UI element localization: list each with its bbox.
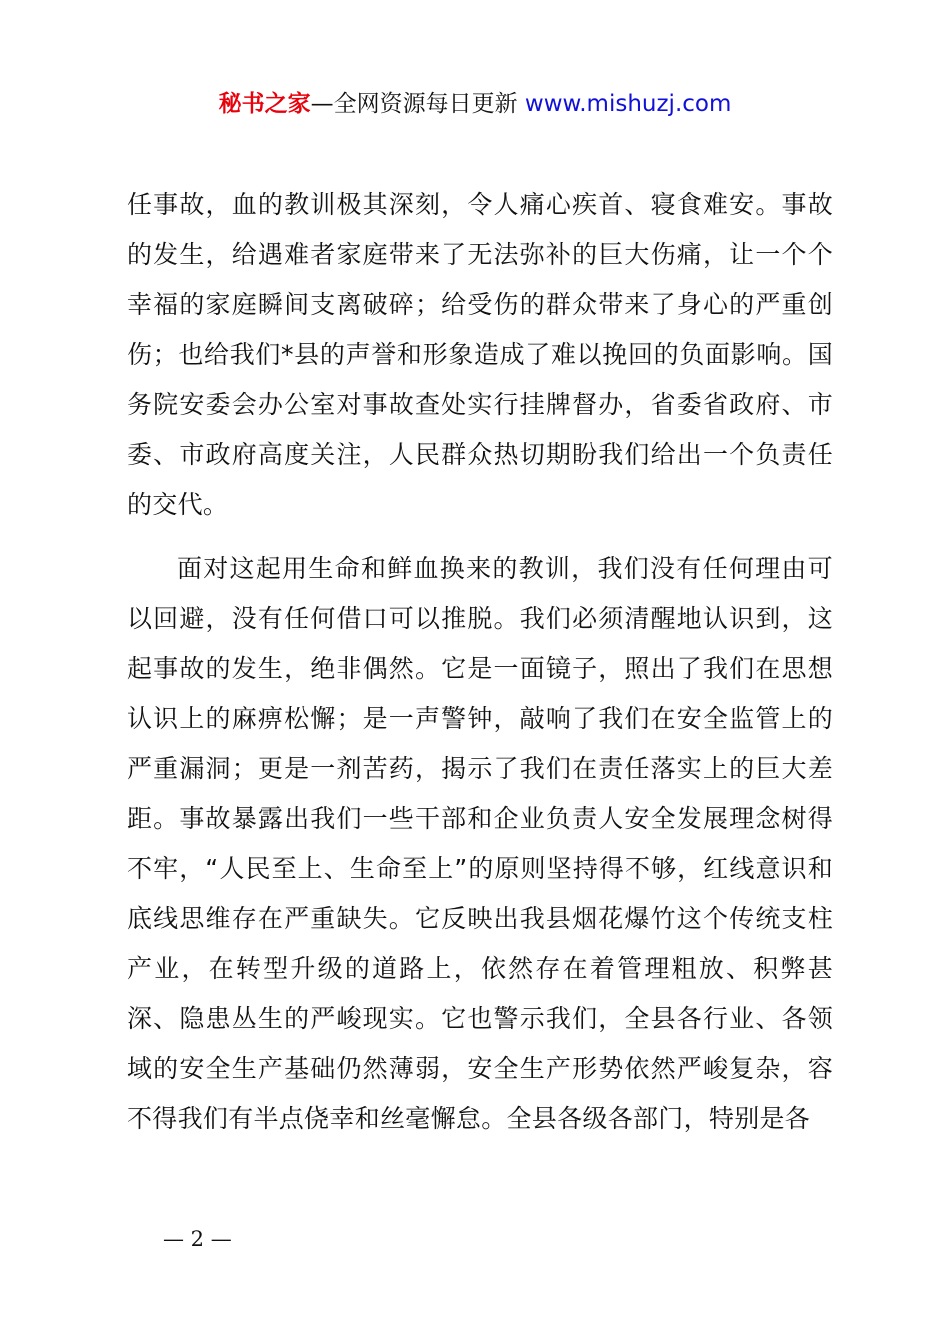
page-number: — 2 —: [163, 1227, 232, 1251]
paragraph-2: 面对这起用生命和鲜血换来的教训，我们没有任何理由可以回避，没有任何借口可以推脱。我们必须清醒地认识到，这起事故的发生，绝非偶然。它是一面镜子，照出了我们在思想认识上的麻痹松懈；是一声警钟，敲响了我们在安全监管上的严重漏洞；更是一剂苦药，揭示了我们在责任落实上的巨大差距。事故暴露出我们一些干部和企业负责人安全发展理念树得不牢，“人民至上、生命至上”的原则坚持得不够，红线意识和底线思维存在严重缺失。它反映出我县烟花爆竹这个传统支柱产业，在转型升级的道路上，依然存在着管理粗放、积弊甚深、隐患丛生的严峻现实。它也警示我们，全县各行业、各领域的安全生产基础仍然薄弱，安全生产形势依然严峻复杂，容不得我们有半点侥幸和丝毫懈怠。全县各级各部门，特别是各: [127, 554, 833, 1133]
site-slogan: —全网资源每日更新: [310, 91, 525, 117]
document-body: [127, 180, 833, 1144]
site-url-link[interactable]: www.mishuzj.com: [524, 91, 732, 117]
site-name: 秘书之家: [218, 91, 311, 117]
page-header: [0, 86, 950, 122]
paragraph-1: 任事故，血的教训极其深刻，令人痛心疾首、寝食难安。事故的发生，给遇难者家庭带来了无法弥补的巨大伤痛，让一个个幸福的家庭瞬间支离破碎；给受伤的群众带来了身心的严重创伤；也给我们*县的声誉和形象造成了难以挽回的负面影响。国务院安委会办公室对事故查处实行挂牌督办，省委省政府、市委、市政府高度关注，人民群众热切期盼我们给出一个负责任的交代。: [127, 190, 833, 519]
